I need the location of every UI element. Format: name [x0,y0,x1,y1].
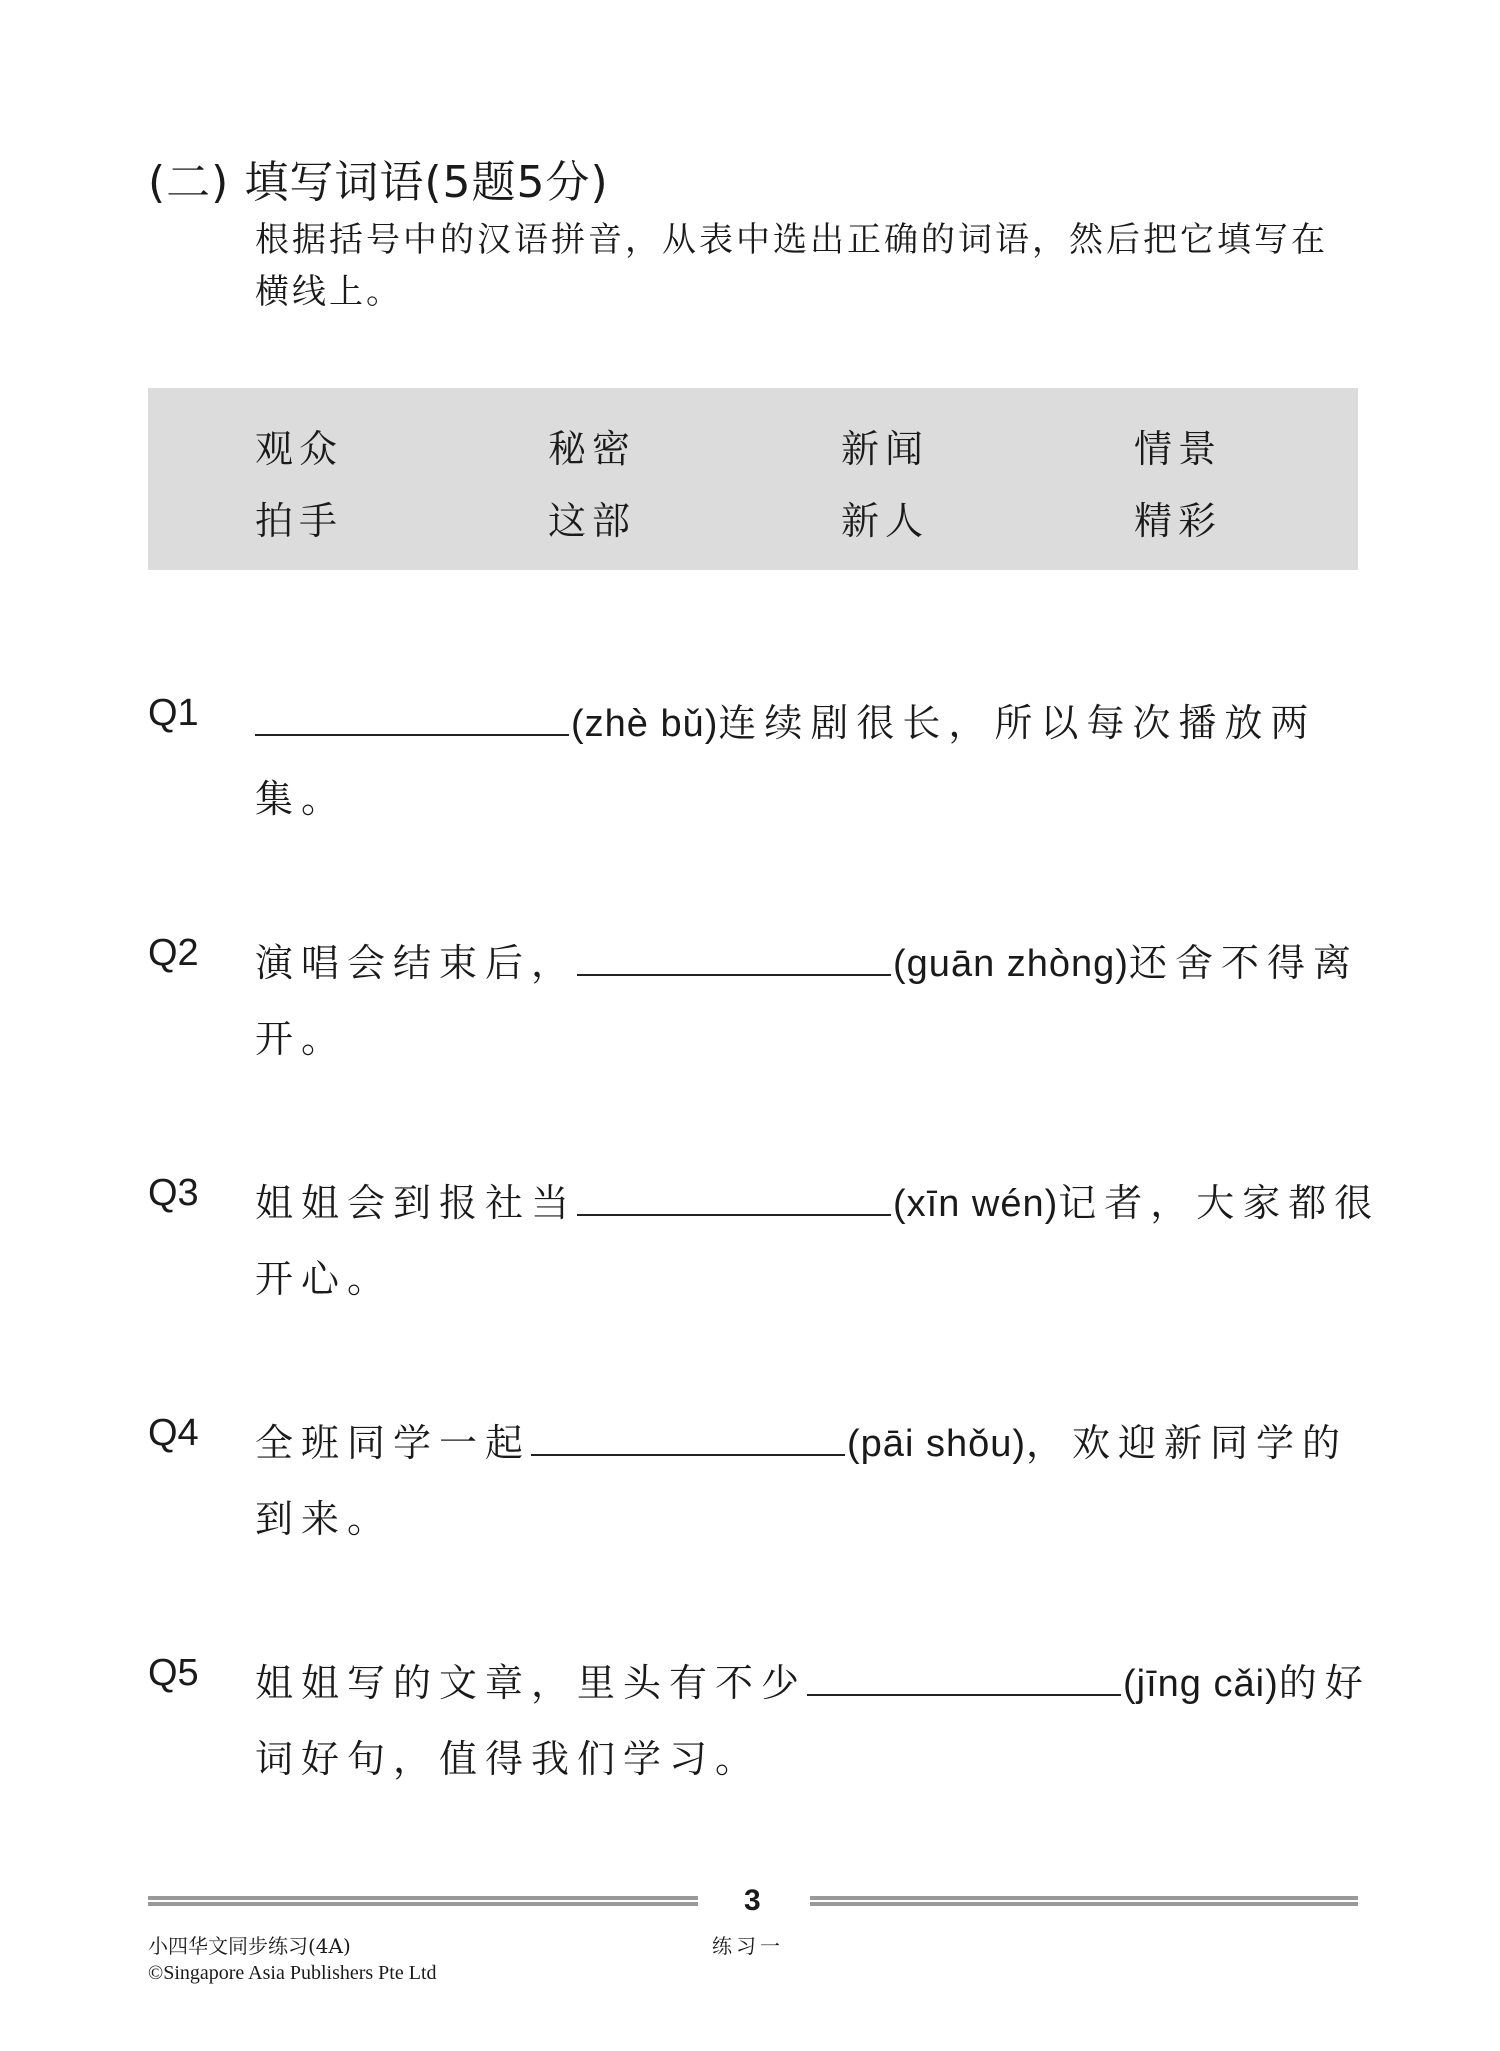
section-title: (二) 填写词语(5题5分) [148,157,609,208]
footer-rule-left [148,1896,698,1906]
question-text: 连续剧很长，所以每次播放两 [718,701,1317,745]
word-bank-item: 这部 [548,499,637,543]
question-label: Q1 [148,692,199,734]
pinyin-hint: (jīng cǎi) [1123,1663,1279,1705]
word-bank-item: 秘密 [548,427,637,471]
question-text: 姐姐会到报社当 [255,1181,578,1225]
footer-rule-right [810,1896,1358,1906]
question-label: Q5 [148,1652,199,1694]
pinyin-hint: (zhè bǔ) [571,703,719,745]
question-text-continued: 到来。 [255,1497,394,1541]
question-text-continued: 词好句，值得我们学习。 [255,1737,762,1781]
pinyin-hint: (guān zhòng) [893,943,1129,985]
word-bank-item: 观众 [255,427,344,471]
question-text-continued: 开心。 [255,1257,394,1301]
question-text-continued: 开。 [255,1017,348,1061]
pinyin-hint: (xīn wén) [893,1183,1059,1225]
word-bank-item: 新人 [841,499,930,543]
answer-blank[interactable] [577,936,891,976]
question-text: 记者，大家都很 [1058,1181,1381,1225]
question-label: Q4 [148,1412,199,1454]
question-text: 姐姐写的文章，里头有不少 [255,1661,808,1705]
question-text: ，欢迎新同学的 [1026,1421,1349,1465]
question-text-continued: 集。 [255,777,348,821]
question-text: 的好 [1278,1661,1371,1705]
question-text: 全班同学一起 [255,1421,532,1465]
answer-blank[interactable] [255,696,569,736]
copyright: ©Singapore Asia Publishers Pte Ltd [148,1962,437,1984]
exercise-label: 练习一 [712,1934,784,1958]
book-title: 小四华文同步练习(4A) [148,1934,351,1958]
word-bank-item: 新闻 [841,427,930,471]
word-bank-table [148,388,1358,570]
question-text: 演唱会结束后， [255,941,578,985]
word-bank-item: 情景 [1134,427,1223,471]
page-number: 3 [744,1884,761,1917]
answer-blank[interactable] [577,1176,891,1216]
question-label: Q3 [148,1172,199,1214]
answer-blank[interactable] [807,1656,1121,1696]
instruction-text: 根据括号中的汉语拼音，从表中选出正确的词语，然后把它填写在横线上。 [255,220,1328,312]
question-text: 还舍不得离 [1128,941,1359,985]
word-bank-item: 拍手 [255,499,344,543]
answer-blank[interactable] [531,1416,845,1456]
word-bank-item: 精彩 [1134,499,1223,543]
pinyin-hint: (pāi shǒu) [847,1423,1026,1465]
question-label: Q2 [148,932,199,974]
